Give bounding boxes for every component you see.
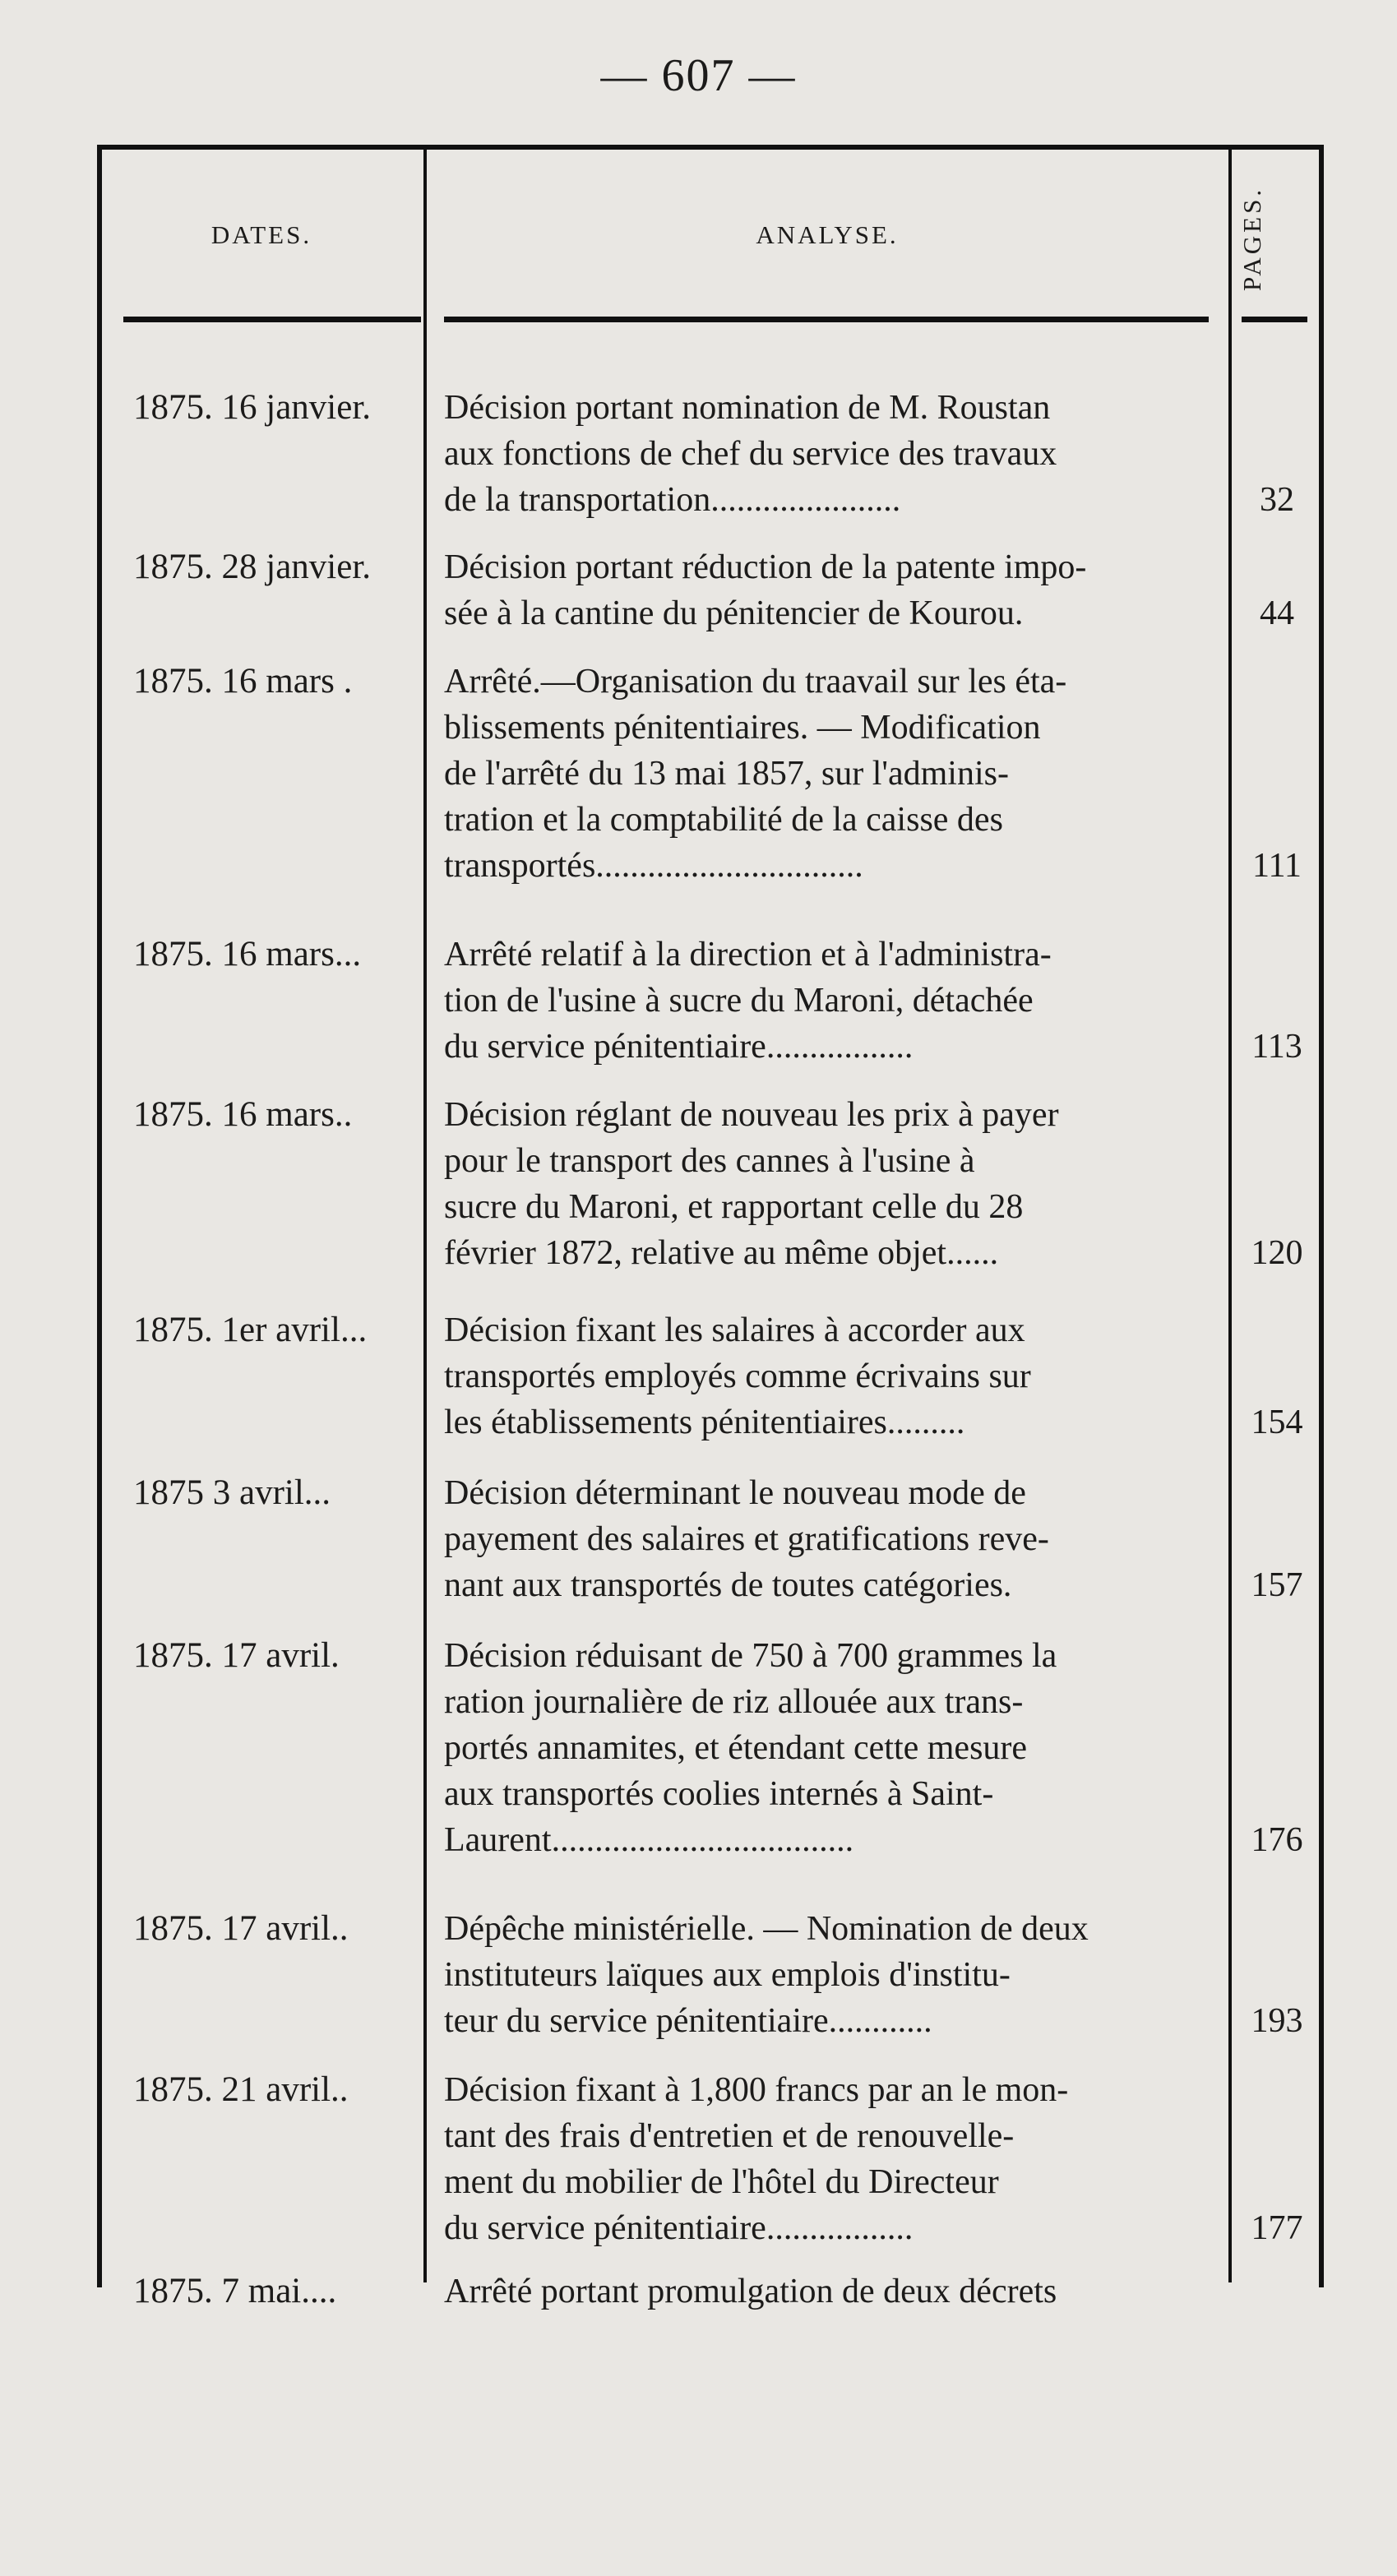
entry-date: 1875. 17 avril.. (133, 1909, 349, 1948)
analysis-line: aux fonctions de chef du service des travaux (444, 435, 1057, 473)
entry-date: 1875 3 avril... (133, 1473, 331, 1512)
entry-page-number: 111 (1252, 847, 1302, 885)
analysis-line: transportés employés comme écrivains sur (444, 1357, 1031, 1395)
analysis-line: payement des salaires et gratifications reve- (444, 1520, 1049, 1558)
analysis-line: Décision déterminant le nouveau mode de (444, 1474, 1026, 1512)
analysis-line: transportés............................... (444, 847, 863, 885)
entry-page-number: 157 (1251, 1566, 1303, 1604)
entry-page-number: 44 (1260, 594, 1294, 632)
entry-analysis (444, 1307, 1232, 1445)
entry-analysis (444, 932, 1232, 1070)
analysis-line: sée à la cantine du pénitencier de Kourou. (444, 594, 1024, 632)
entry-page-number: 120 (1251, 1234, 1303, 1272)
analysis-line: les établissements pénitentiaires......... (444, 1404, 965, 1441)
entry-date: 1875. 21 avril.. (133, 2070, 349, 2109)
analysis-line: Décision réglant de nouveau les prix à payer (444, 1096, 1059, 1134)
entry-page-number: 113 (1251, 1028, 1302, 1066)
analysis-line: Décision fixant à 1,800 francs par an le mon- (444, 2071, 1069, 2109)
header-rule-dates (123, 317, 421, 322)
entry-page-number: 176 (1251, 1821, 1303, 1859)
entry-date: 1875. 16 mars . (133, 662, 353, 701)
analysis-line: ment du mobilier de l'hôtel du Directeur (444, 2163, 999, 2201)
entry-date: 1875. 7 mai.... (133, 2272, 337, 2310)
entry-date: 1875. 16 mars.. (133, 1095, 353, 1134)
analysis-line: instituteurs laïques aux emplois d'institu- (444, 1956, 1011, 1994)
header-pages: PAGES. (1237, 186, 1266, 291)
entry-analysis (444, 2067, 1232, 2251)
entry-date: 1875. 28 janvier. (133, 548, 372, 586)
analysis-line: Dépêche ministérielle. — Nomination de deux (444, 1910, 1089, 1948)
analysis-line: Laurent................................... (444, 1821, 854, 1859)
analysis-line: de la transportation...................... (444, 481, 901, 519)
column-divider-dates (423, 145, 427, 2282)
analysis-line: tant des frais d'entretien et de renouvelle- (444, 2117, 1015, 2155)
analysis-line: tion de l'usine à sucre du Maroni, détachée (444, 982, 1034, 1020)
entry-page-number: 193 (1251, 2002, 1303, 2040)
entry-analysis (444, 385, 1232, 523)
entry-date: 1875. 17 avril. (133, 1636, 340, 1675)
entry-analysis (444, 2268, 1232, 2315)
entry-date: 1875. 16 janvier. (133, 388, 372, 427)
analysis-line: du service pénitentiaire................. (444, 2209, 914, 2247)
entry-analysis (444, 1633, 1232, 1863)
analysis-line: portés annamites, et étendant cette mesure (444, 1729, 1028, 1767)
entry-page-number: 32 (1260, 481, 1294, 519)
analysis-line: pour le transport des cannes à l'usine à (444, 1142, 975, 1180)
analysis-line: ration journalière de riz allouée aux trans- (444, 1683, 1024, 1721)
analysis-line: Arrêté portant promulgation de deux décrets (444, 2273, 1057, 2310)
analysis-line: Décision réduisant de 750 à 700 grammes la (444, 1637, 1057, 1675)
entry-page-number: 154 (1251, 1404, 1303, 1441)
header-rule-pages (1242, 317, 1307, 322)
analysis-line: Décision portant nomination de M. Roustan (444, 389, 1051, 427)
entry-date: 1875. 1er avril... (133, 1311, 368, 1349)
entry-analysis (444, 1470, 1232, 1608)
entry-analysis (444, 659, 1232, 889)
analysis-line: Décision fixant les salaires à accorder aux (444, 1311, 1025, 1349)
entry-page-number: 177 (1251, 2209, 1303, 2247)
page-number: — 607 — (600, 50, 797, 101)
analysis-line: blissements pénitentiaires. — Modification (444, 709, 1041, 747)
analysis-line: tration et la comptabilité de la caisse des (444, 801, 1003, 839)
analysis-line: Décision portant réduction de la patente impo- (444, 548, 1087, 586)
entry-analysis (444, 1906, 1232, 2044)
analysis-line: Arrêté relatif à la direction et à l'administra- (444, 936, 1052, 974)
header-dates: DATES. (210, 220, 312, 249)
header-rule-analyse (444, 317, 1209, 322)
analysis-line: de l'arrêté du 13 mai 1857, sur l'adminis- (444, 755, 1009, 793)
analysis-line: nant aux transportés de toutes catégories. (444, 1566, 1012, 1604)
analysis-line: du service pénitentiaire................. (444, 1028, 914, 1066)
analysis-line: février 1872, relative au même objet...... (444, 1234, 999, 1272)
entry-analysis (444, 1092, 1232, 1276)
analysis-line: sucre du Maroni, et rapportant celle du 28 (444, 1188, 1024, 1226)
analysis-line: teur du service pénitentiaire............ (444, 2002, 932, 2040)
entry-analysis (444, 544, 1232, 636)
analysis-line: aux transportés coolies internés à Saint- (444, 1775, 994, 1813)
header-analyse: ANALYSE. (756, 220, 899, 249)
entry-date: 1875. 16 mars... (133, 935, 362, 974)
analysis-line: Arrêté.—Organisation du traavail sur les éta- (444, 663, 1067, 701)
